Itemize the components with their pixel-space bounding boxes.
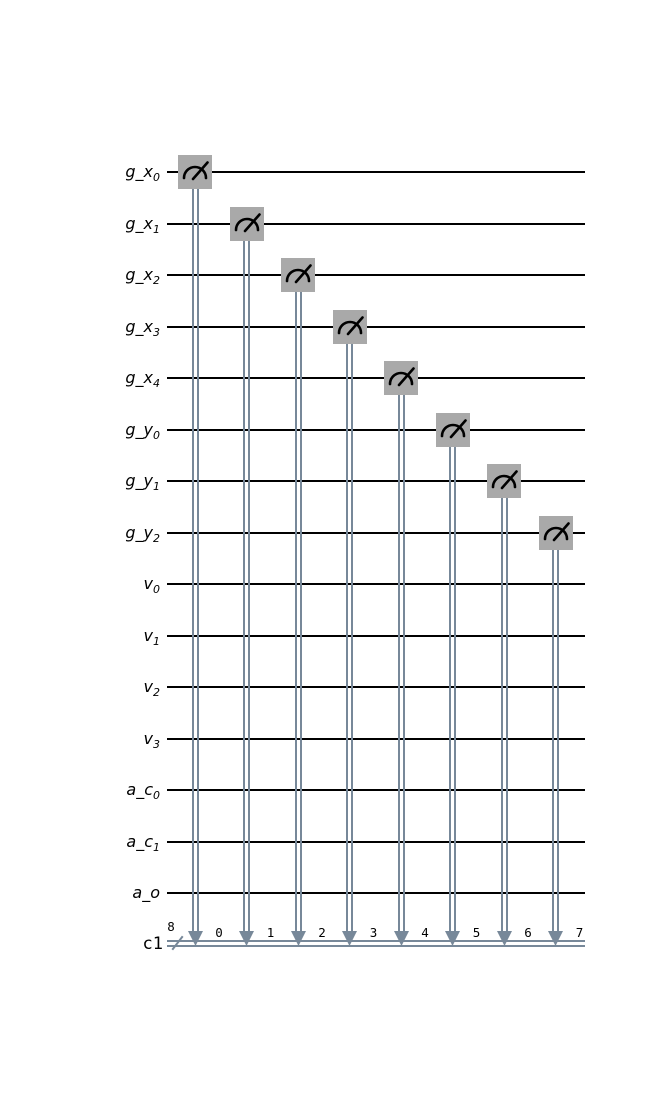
measure-gate-2 (281, 258, 315, 292)
meter-icon (384, 361, 418, 395)
qubit-wire-4 (167, 377, 585, 379)
qubit-label-base: g_y (125, 522, 153, 542)
measure-cable-0 (192, 187, 199, 932)
measure-gate-0 (178, 155, 212, 189)
arrowhead-icon-2 (291, 931, 306, 946)
qubit-label-base: g_x (125, 213, 153, 233)
arrow-down-icon (188, 931, 203, 946)
qubit-label-subscript: 2 (153, 531, 160, 545)
qubit-label-subscript: 2 (153, 274, 160, 288)
measure-cable-2 (295, 290, 302, 932)
qubit-label-subscript: 4 (153, 377, 160, 391)
qubit-wire-8 (167, 583, 585, 585)
meter-icon (178, 155, 212, 189)
classical-wire (167, 940, 585, 947)
qubit-label-8 (0, 573, 160, 595)
qubit-wire-10 (167, 686, 585, 688)
arrowhead-icon-4 (394, 931, 409, 946)
qubit-label-subscript: 0 (153, 428, 160, 442)
arrowhead-icon-7 (548, 931, 563, 946)
clbit-index-label-6: 6 (524, 925, 532, 940)
measure-gate-6 (487, 464, 521, 498)
arrow-down-icon (497, 931, 512, 946)
qubit-label-1 (0, 213, 160, 235)
qubit-label-base: v (143, 677, 153, 696)
meter-icon (281, 258, 315, 292)
qubit-label-subscript: 0 (153, 583, 160, 597)
measure-cable-3 (346, 342, 353, 933)
qubit-label-subscript: 3 (153, 737, 160, 751)
classical-register-width-label: 8 (167, 919, 175, 934)
arrow-down-icon (394, 931, 409, 946)
qubit-label-subscript: 1 (153, 634, 160, 648)
qubit-label-base: g_y (125, 419, 153, 439)
qubit-label-subscript: 1 (153, 840, 160, 854)
qubit-label-3 (0, 316, 160, 338)
qubit-label-0 (0, 161, 160, 183)
qubit-wire-2 (167, 274, 585, 276)
clbit-index-label-7: 7 (575, 925, 584, 940)
arrowhead-icon-0 (188, 931, 203, 946)
qubit-label-base: g_x (125, 316, 153, 336)
arrowhead-icon-6 (497, 931, 512, 946)
meter-icon (487, 464, 521, 498)
arrow-down-icon (445, 931, 460, 946)
arrowhead-icon-3 (342, 931, 357, 946)
qubit-label-base: v (143, 728, 153, 748)
qubit-label-base: a_c (126, 831, 153, 851)
qubit-label-base: v (143, 574, 153, 593)
qubit-label-base: g_y (125, 471, 153, 490)
qubit-label-subscript: 3 (153, 325, 160, 339)
qubit-label-base: a_c (126, 780, 153, 799)
qubit-label-14 (0, 882, 160, 904)
qubit-label-6 (0, 470, 160, 492)
measure-cable-4 (398, 393, 405, 932)
qubit-label-base: v (143, 625, 153, 645)
qubit-wire-11 (167, 738, 585, 740)
qubit-wire-13 (167, 841, 585, 843)
arrow-down-icon (342, 931, 357, 946)
classical-register-label: c1 (142, 934, 163, 954)
qubit-label-base: g_x (125, 265, 153, 284)
qubit-label-subscript: 0 (153, 789, 160, 803)
measure-gate-4 (384, 361, 418, 395)
meter-icon (436, 413, 470, 447)
meter-icon (539, 516, 573, 550)
measure-gate-7 (539, 516, 573, 550)
qubit-wire-5 (167, 429, 585, 431)
arrow-down-icon (291, 931, 306, 946)
qubit-wire-12 (167, 789, 585, 791)
qubit-label-7 (0, 522, 160, 544)
measure-cable-6 (501, 496, 508, 932)
meter-icon (230, 207, 264, 241)
clbit-index-label-5: 5 (472, 925, 481, 940)
qubit-label-subscript: 0 (153, 171, 160, 185)
qubit-label-base: g_x (125, 368, 153, 387)
qubit-label-9 (0, 625, 160, 647)
clbit-index-label-1: 1 (266, 925, 275, 940)
qubit-label-12 (0, 779, 160, 801)
clbit-index-label-3: 3 (369, 925, 378, 940)
arrowhead-icon-1 (239, 931, 254, 946)
qubit-label-10 (0, 676, 160, 698)
arrow-down-icon (239, 931, 254, 946)
clbit-index-label-4: 4 (421, 925, 429, 940)
qubit-label-base: a_o (132, 883, 160, 902)
qubit-label-11 (0, 728, 160, 750)
clbit-index-label-0: 0 (215, 925, 223, 940)
qubit-wire-7 (167, 532, 585, 534)
qubit-label-2 (0, 264, 160, 286)
measure-gate-1 (230, 207, 264, 241)
measure-cable-7 (552, 548, 559, 933)
measure-cable-5 (449, 445, 456, 933)
qubit-label-subscript: 2 (153, 686, 160, 700)
measure-gate-3 (333, 310, 367, 344)
qubit-wire-0 (167, 171, 585, 173)
qubit-label-base: g_x (125, 162, 153, 181)
qubit-label-13 (0, 831, 160, 853)
measure-cable-1 (243, 239, 250, 933)
qubit-label-subscript: 1 (153, 480, 160, 494)
measure-gate-5 (436, 413, 470, 447)
qubit-label-subscript: 1 (153, 222, 160, 236)
meter-icon (333, 310, 367, 344)
qubit-wire-9 (167, 635, 585, 637)
arrowhead-icon-5 (445, 931, 460, 946)
qubit-label-4 (0, 367, 160, 389)
qubit-wire-6 (167, 480, 585, 482)
arrow-down-icon (548, 931, 563, 946)
qubit-wire-3 (167, 326, 585, 328)
qubit-wire-14 (167, 892, 585, 894)
qubit-label-5 (0, 419, 160, 441)
clbit-index-label-2: 2 (318, 925, 326, 940)
